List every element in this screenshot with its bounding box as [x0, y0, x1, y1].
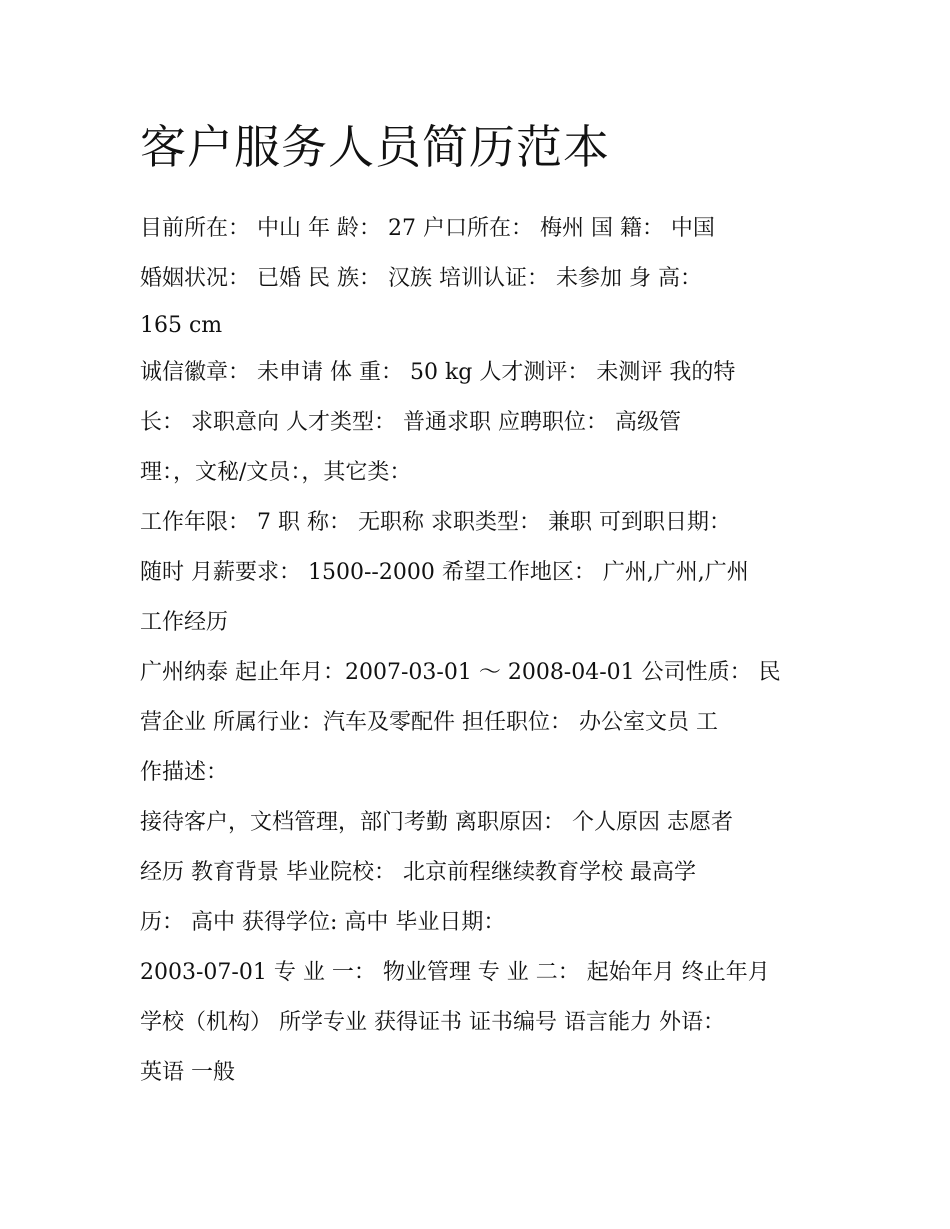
line-integrity-badge: 诚信徽章： 未申请 体 重： 50 kg 人才测评： 未测评 我的特	[140, 360, 736, 385]
line-work-years: 工作年限： 7 职 称： 无职称 求职类型： 兼职 可到职日期：	[140, 510, 731, 535]
line-industry: 营企业 所属行业：汽车及零配件 担任职位： 办公室文员 工	[140, 710, 718, 735]
line-job-categories: 理：，文秘/文员：，其它类：	[140, 460, 412, 485]
line-job-duties: 接待客户，文档管理，部门考勤 离职原因： 个人原因 志愿者	[140, 810, 733, 835]
line-employer: 广州纳泰 起止年月：2007-03-01 ～ 2008-04-01 公司性质： 民	[140, 660, 781, 685]
line-language-level: 英语 一般	[140, 1060, 235, 1085]
line-highest-education: 历： 高中 获得学位: 高中 毕业日期：	[140, 910, 506, 935]
document-body	[140, 204, 820, 1098]
line-salary-expectation: 随时 月薪要求： 1500--2000 希望工作地区： 广州,广州,广州	[140, 560, 749, 585]
line-certificates: 学校（机构） 所学专业 获得证书 证书编号 语言能力 外语：	[140, 1010, 725, 1035]
line-job-description-label: 作描述：	[140, 760, 229, 785]
line-job-intent: 长： 求职意向 人才类型： 普通求职 应聘职位： 高级管	[140, 410, 681, 435]
line-current-location: 目前所在： 中山 年 龄： 27 户口所在： 梅州 国 籍： 中国	[140, 216, 715, 241]
line-marital-status: 婚姻状况： 已婚 民 族： 汉族 培训认证： 未参加 身 高：	[140, 266, 702, 291]
resume-page	[140, 112, 820, 1098]
line-education-background: 经历 教育背景 毕业院校： 北京前程继续教育学校 最高学	[140, 860, 696, 885]
document-title: 客户服务人员简历范本	[140, 120, 610, 174]
line-majors: 2003-07-01 专 业 一： 物业管理 专 业 二： 起始年月 终止年月	[140, 960, 770, 985]
section-heading-work-experience: 工作经历	[140, 610, 229, 635]
line-height-value: 165 cm	[140, 313, 223, 338]
